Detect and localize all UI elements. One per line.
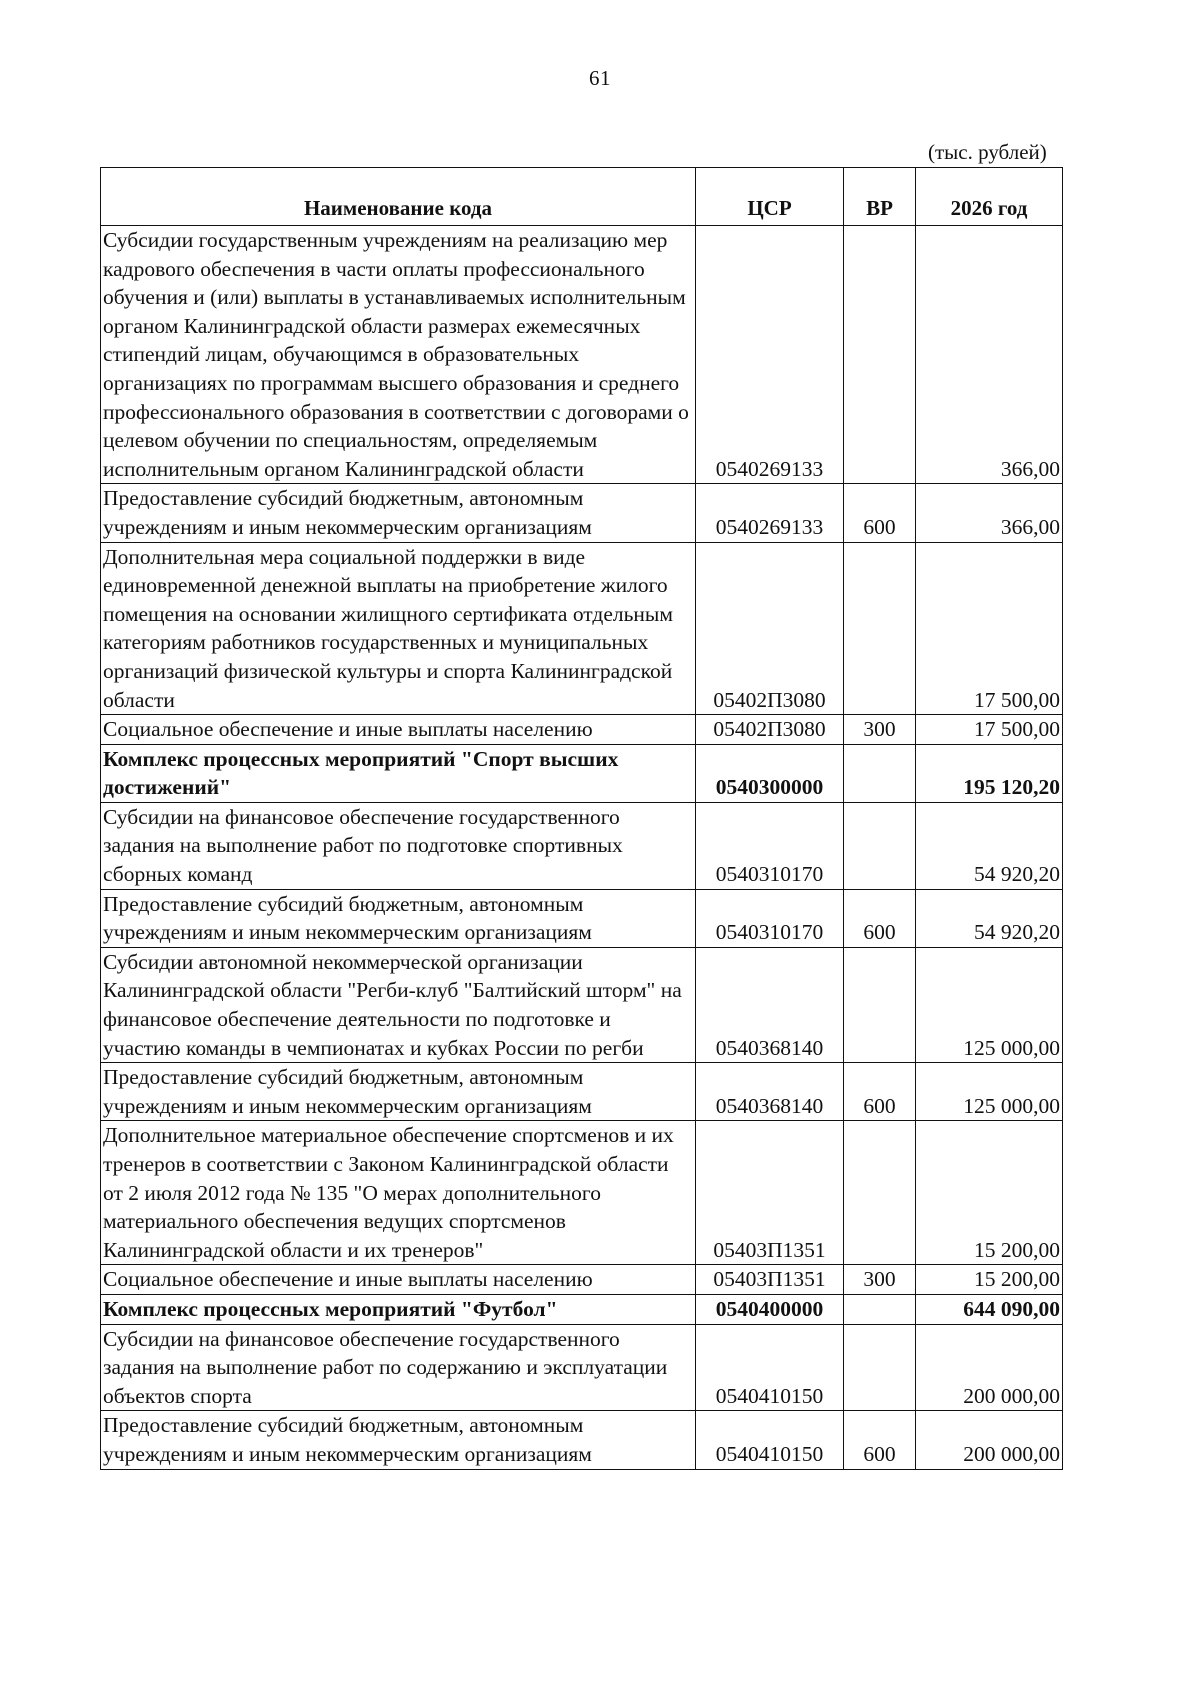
csr-cell: 0540400000	[696, 1294, 844, 1324]
sum-cell: 644 090,00	[916, 1294, 1063, 1324]
header-csr: ЦСР	[696, 168, 844, 226]
table-row	[101, 744, 1063, 802]
name-cell: Предоставление субсидий бюджетным, автономным учреждениям и иным некоммерческим организациям	[101, 1063, 696, 1121]
vr-cell: 300	[844, 715, 916, 745]
sum-cell: 54 920,20	[916, 889, 1063, 947]
table-row	[101, 1324, 1063, 1411]
sum-cell: 366,00	[916, 226, 1063, 484]
csr-cell: 0540368140	[696, 1063, 844, 1121]
table-row	[101, 715, 1063, 745]
vr-cell: 600	[844, 1063, 916, 1121]
table-row	[101, 1063, 1063, 1121]
vr-cell	[844, 1324, 916, 1411]
vr-cell: 600	[844, 484, 916, 542]
table-row	[101, 802, 1063, 889]
name-cell: Субсидии автономной некоммерческой организации Калининградской области "Регби-клуб "Балтийский шторм" на финансовое обеспечение деятельности по подготовке и участию команды в чемпионатах и кубках России по регби	[101, 947, 696, 1062]
sum-cell: 125 000,00	[916, 947, 1063, 1062]
csr-cell: 05403П1351	[696, 1265, 844, 1295]
table-row	[101, 1411, 1063, 1469]
sum-cell: 125 000,00	[916, 1063, 1063, 1121]
csr-cell: 0540310170	[696, 889, 844, 947]
vr-cell	[844, 744, 916, 802]
vr-cell: 600	[844, 1411, 916, 1469]
vr-cell	[844, 1294, 916, 1324]
sum-cell: 200 000,00	[916, 1411, 1063, 1469]
csr-cell: 0540410150	[696, 1411, 844, 1469]
name-cell: Социальное обеспечение и иные выплаты населению	[101, 715, 696, 745]
csr-cell: 05402П3080	[696, 715, 844, 745]
vr-cell	[844, 542, 916, 715]
header-sum: 2026 год	[916, 168, 1063, 226]
table-row	[101, 1121, 1063, 1265]
name-cell: Дополнительное материальное обеспечение спортсменов и их тренеров в соответствии с Законом Калининградской области от 2 июля 2012 года № 135 "О мерах дополнительного материального обеспечения ведущих спортсменов Калининградской области и их тренеров"	[101, 1121, 696, 1265]
page-number: 61	[589, 66, 611, 90]
vr-cell	[844, 1121, 916, 1265]
vr-cell	[844, 947, 916, 1062]
name-cell: Предоставление субсидий бюджетным, автономным учреждениям и иным некоммерческим организациям	[101, 889, 696, 947]
csr-cell: 05402П3080	[696, 542, 844, 715]
sum-cell: 17 500,00	[916, 715, 1063, 745]
csr-cell: 0540368140	[696, 947, 844, 1062]
csr-cell: 0540300000	[696, 744, 844, 802]
name-cell: Предоставление субсидий бюджетным, автономным учреждениям и иным некоммерческим организациям	[101, 1411, 696, 1469]
csr-cell: 0540410150	[696, 1324, 844, 1411]
csr-cell: 05403П1351	[696, 1121, 844, 1265]
table-row	[101, 542, 1063, 715]
sum-cell: 17 500,00	[916, 542, 1063, 715]
sum-cell: 15 200,00	[916, 1121, 1063, 1265]
budget-table	[100, 167, 1063, 1470]
vr-cell	[844, 802, 916, 889]
name-cell: Дополнительная мера социальной поддержки в виде единовременной денежной выплаты на приобретение жилого помещения на основании жилищного сертификата отдельным категориям работников государственных и муниципальных организаций физической культуры и спорта Калининградской области	[101, 542, 696, 715]
sum-cell: 200 000,00	[916, 1324, 1063, 1411]
table-row	[101, 947, 1063, 1062]
table-row	[101, 1294, 1063, 1324]
units-label: (тыс. рублей)	[928, 140, 1047, 164]
name-cell: Комплекс процессных мероприятий "Футбол"	[101, 1294, 696, 1324]
table-row	[101, 889, 1063, 947]
table-row	[101, 1265, 1063, 1295]
sum-cell: 195 120,20	[916, 744, 1063, 802]
table-row	[101, 484, 1063, 542]
name-cell: Социальное обеспечение и иные выплаты населению	[101, 1265, 696, 1295]
name-cell: Субсидии на финансовое обеспечение государственного задания на выполнение работ по содержанию и эксплуатации объектов спорта	[101, 1324, 696, 1411]
name-cell: Субсидии на финансовое обеспечение государственного задания на выполнение работ по подготовке спортивных сборных команд	[101, 802, 696, 889]
table-header-row	[101, 168, 1063, 226]
table-body	[101, 226, 1063, 1470]
csr-cell: 0540269133	[696, 484, 844, 542]
header-name: Наименование кода	[101, 168, 696, 226]
sum-cell: 15 200,00	[916, 1265, 1063, 1295]
sum-cell: 366,00	[916, 484, 1063, 542]
table-row	[101, 226, 1063, 484]
name-cell: Субсидии государственным учреждениям на реализацию мер кадрового обеспечения в части оплаты профессионального обучения и (или) выплаты в устанавливаемых исполнительным органом Калининградской области размерах ежемесячных стипендий лицам, обучающимся в образовательных организациях по программам высшего образования и среднего профессионального образования в соответствии с договорами о целевом обучении по специальностям, определяемым исполнительным органом Калининградской области	[101, 226, 696, 484]
name-cell: Предоставление субсидий бюджетным, автономным учреждениям и иным некоммерческим организациям	[101, 484, 696, 542]
vr-cell: 600	[844, 889, 916, 947]
csr-cell: 0540269133	[696, 226, 844, 484]
sum-cell: 54 920,20	[916, 802, 1063, 889]
header-vr: ВР	[844, 168, 916, 226]
csr-cell: 0540310170	[696, 802, 844, 889]
name-cell: Комплекс процессных мероприятий "Спорт высших достижений"	[101, 744, 696, 802]
vr-cell	[844, 226, 916, 484]
vr-cell: 300	[844, 1265, 916, 1295]
